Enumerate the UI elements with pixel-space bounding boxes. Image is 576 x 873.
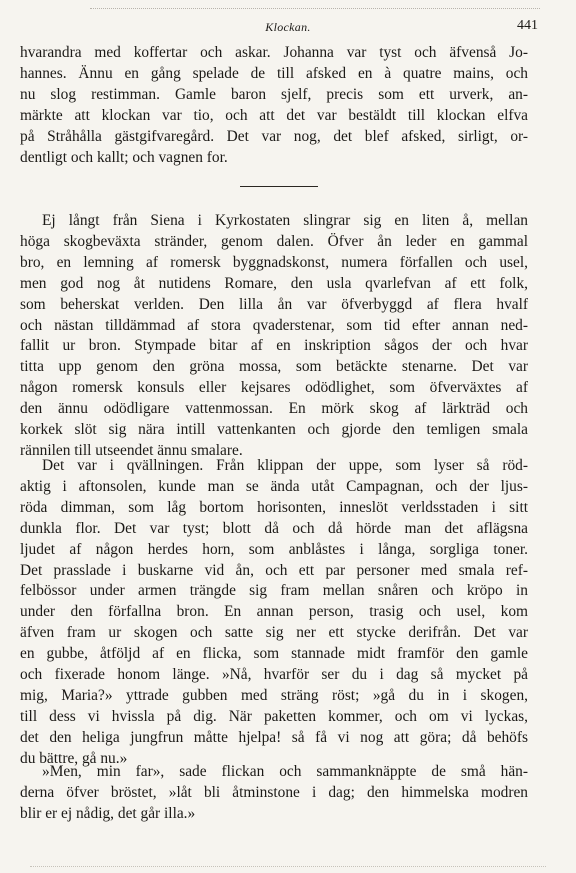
text-line: dunkla flor. Det var tyst; blott då och då hörde man det aflägsna	[20, 519, 528, 537]
text-line: korkek slöt sig nära intill vattenkanten och gjorde den temligen smala	[20, 421, 528, 439]
text-line: mig, Maria?» yttrade gubben med sträng röst; »gå du in i skogen,	[20, 686, 528, 704]
text-line: som beherskat verlden. Den lilla ån var öfverbyggd af flera hvalf	[20, 295, 528, 313]
text-line: höga skogbeväxta stränder, genom dalen. Öfver ån leder en gammal	[20, 232, 528, 250]
text-line: det den heliga jungfrun måtte hjelpa! så få vi nog att göra; då behöfs	[20, 728, 528, 746]
section-divider	[240, 186, 318, 187]
text-line: hvarandra med koffertar och askar. Johanna var tyst och äfvenså Jo-	[20, 44, 528, 61]
page-number: 441	[517, 18, 538, 33]
text-line: bro, en lemning af romersk byggnadskonst, numera förfallen och usel,	[20, 253, 528, 271]
paragraph-1	[20, 43, 528, 168]
paragraph-4	[20, 762, 528, 825]
paragraph-2	[20, 211, 528, 462]
text-line: hannes. Ännu en gång spelade de till afsked en à quatre mains, och	[20, 64, 528, 82]
running-title: Klockan.	[265, 20, 311, 34]
top-edge-mark	[90, 8, 540, 9]
text-line: under den förfallna bron. En annan person, trasig och usel, kom	[20, 603, 528, 621]
text-line: röda dimman, som låg bortom horisonten, inneslöt verldsstaden i sitt	[20, 498, 528, 516]
paragraph-3	[20, 456, 528, 770]
text-line: märkte att klockan var tio, och att det var bestäldt till klockan elfva	[20, 106, 528, 124]
text-line: Ej långt från Siena i Kyrkostaten slingrar sig en liten å, mellan	[42, 212, 528, 229]
text-line: och nästan tilldämmad af stora qvaderstenar, som tid efter annan ned-	[20, 316, 528, 334]
text-line: aktig i aftonsolen, kunde man se ända utåt Campagnan, och der ljus-	[20, 477, 528, 495]
text-line: nu slog restimman. Gamle baron sjelf, precis som ett urverk, an-	[20, 85, 528, 103]
text-line: men god nog åt nutidens Romare, den usla qvarlefvan af ett folk,	[20, 274, 528, 292]
text-line: felbössor under armen trängde sig fram mellan snåren och kröpo in	[20, 582, 528, 600]
text-line: blir er ej nådig, det går illa.»	[20, 804, 196, 822]
text-line: rännilen till utseendet ännu smalare.	[20, 441, 243, 459]
text-line: till dess vi hvissla på dig. När paketten kommer, och om vi lyckas,	[20, 707, 528, 725]
text-line: på Stråhålla gästgifvaregård. Det var nog, det blef afsked, sirligt, or-	[20, 127, 528, 145]
text-line: fallit ur bron. Stympade bitar af en inskription sågos der och hvar	[20, 337, 528, 355]
text-line: titta upp genom den gröna mossa, som betäckte stenarne. Det var	[20, 358, 528, 376]
text-line: Det prasslade i buskarne vid ån, och ett par personer med smala ref-	[20, 561, 528, 579]
text-line: Det var i qvällningen. Från klippan der uppe, som lyser så röd-	[42, 457, 528, 474]
text-line: du bättre, gå nu.»	[20, 749, 128, 767]
bottom-edge-mark	[30, 866, 546, 867]
text-line: och fixerade honom länge. »Nå, hvarför ser du i dag så mycket på	[20, 666, 528, 684]
text-line: ljudet af någon herdes horn, som anblåstes i långa, sorgliga toner.	[20, 540, 528, 558]
text-line: någon romersk konsuls eller kejsares odödlighet, som öfverväxtes af	[20, 379, 528, 397]
text-line: äfven fram ur skogen och satte sig ner ett stycke derifrån. Det var	[20, 624, 528, 642]
text-line: derna öfver bröstet, »låt bli åtminstone i dag; den himmelska modren	[20, 783, 528, 801]
text-line: dentligt och kallt; och vagnen for.	[20, 148, 228, 166]
text-line: en gubbe, åtföljd af en flicka, som stannade midt framför den gamle	[20, 645, 528, 663]
text-line: den ännu odödligare vattenmossan. En mörk skog af lärkträd och	[20, 400, 528, 418]
text-line: »Men, min far», sade flickan och sammanknäppte de små hän-	[42, 763, 528, 780]
